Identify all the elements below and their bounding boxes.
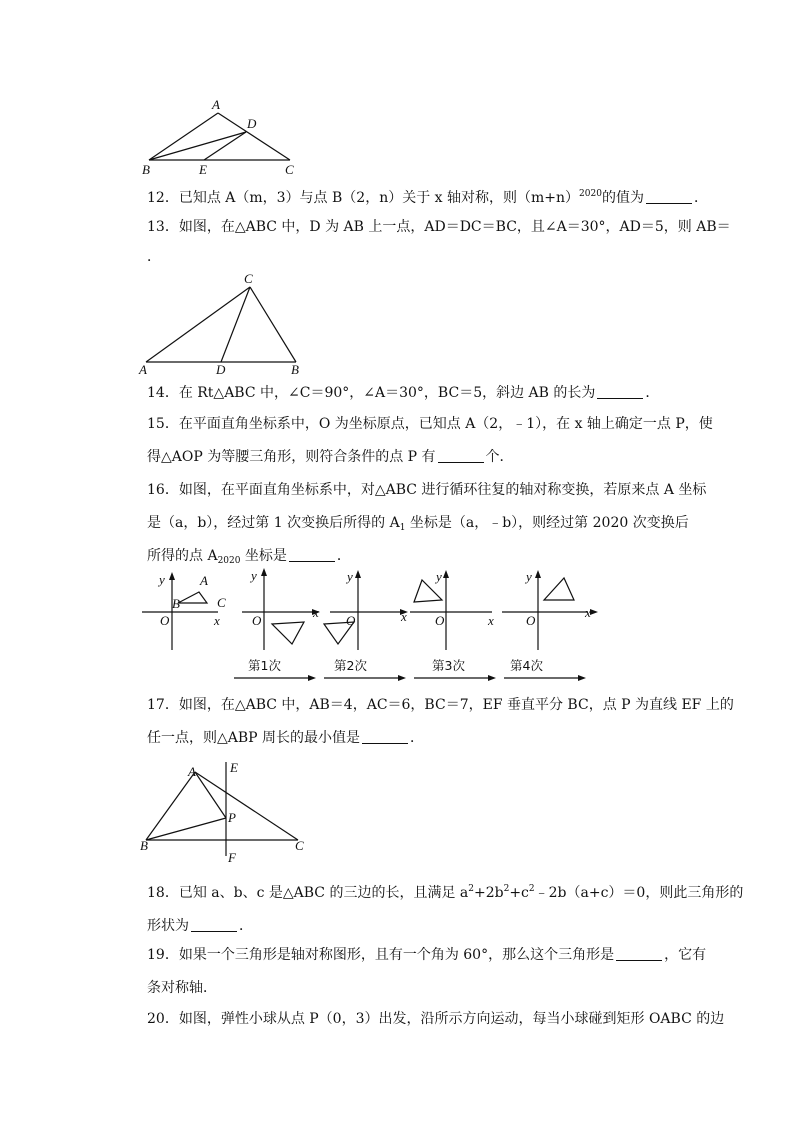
label-e: E — [230, 760, 238, 775]
svg-text:O: O — [252, 613, 262, 628]
svg-text:y: y — [251, 568, 257, 583]
question-20: 20．如图，弹性小球从点 P（0，3）出发，沿所示方向运动，每当小球碰到矩形 OABC 的边 — [147, 1011, 725, 1027]
step-4-label: 第4次 — [510, 658, 543, 673]
label-p: P — [228, 810, 236, 825]
svg-text:x: x — [488, 613, 494, 628]
answer-blank[interactable] — [646, 189, 692, 204]
triangle-abc-diagram — [140, 96, 310, 178]
answer-blank[interactable] — [362, 729, 408, 744]
svg-text:O: O — [160, 613, 170, 628]
question-16: 16．如图，在平面直角坐标系中，对△ABC 进行循环往复的轴对称变换，若原来点 A 坐标 是（a，b），经过第 1 次变换后所得的 $A_1$ 坐标是（a，﹣b），则经过第 2020 次变换后 所得的点 $A_{2020}$ 坐标是 ． — [147, 482, 707, 566]
svg-text:C: C — [217, 595, 226, 610]
label-c: C — [244, 271, 253, 286]
step-1-label: 第1次 — [248, 658, 281, 673]
label-a: A — [139, 362, 147, 377]
figure-q11 — [140, 96, 310, 178]
label-c: C — [285, 162, 294, 177]
perpendicular-bisector-diagram — [138, 758, 318, 866]
question-17: 17．如图，在△ABC 中，AB＝4，AC＝6，BC＝7，EF 垂直平分 BC，点 P 为直线 EF 上的 任一点，则△ABP 周长的最小值是 ． — [147, 697, 734, 746]
question-18: 18．已知 a、b、c 是△ABC 的三边的长，且满足 $a^2+2b^2+c^2﹣2b(a+c)=0$，则此三角形的 形状为 ． — [147, 884, 744, 934]
svg-text:y: y — [436, 569, 442, 584]
axis-reflection-sequence — [138, 568, 608, 688]
figure-q13 — [138, 270, 308, 378]
svg-text:O: O — [435, 613, 445, 628]
figure-q17 — [138, 758, 318, 866]
svg-text:y: y — [526, 569, 532, 584]
label-e: E — [199, 162, 207, 177]
svg-text:y: y — [159, 572, 165, 587]
label-b: B — [291, 362, 299, 377]
svg-text:O: O — [526, 613, 536, 628]
answer-blank[interactable] — [191, 917, 237, 932]
figure-q16 — [138, 568, 608, 688]
svg-text:O: O — [346, 613, 356, 628]
answer-blank[interactable] — [616, 946, 662, 961]
label-d: D — [216, 362, 226, 377]
label-b: B — [140, 838, 148, 853]
label-a: A — [212, 97, 220, 112]
label-a: A — [188, 764, 196, 779]
svg-text:x: x — [401, 609, 407, 624]
question-12: 12．已知点 A（m，3）与点 B（2，n）关于 x 轴对称，则$(m+n)^{2020}$的值为 ． — [147, 189, 708, 206]
step-3-label: 第3次 — [432, 658, 465, 673]
question-13: 13．如图，在△ABC 中，D 为 AB 上一点，AD＝DC＝BC，且∠A＝30°，AD＝5，则 AB＝ ． — [147, 219, 731, 265]
triangle-adc-diagram — [138, 270, 308, 378]
step-2-label: 第2次 — [334, 658, 367, 673]
answer-blank[interactable] — [438, 448, 484, 463]
question-19: 19．如果一个三角形是轴对称图形，且有一个角为 60°，那么这个三角形是 ，它有 条对称轴． — [147, 947, 707, 996]
svg-text:B: B — [172, 596, 180, 611]
answer-blank[interactable] — [289, 547, 335, 562]
question-14: 14．在 Rt△ABC 中，∠C＝90°，∠A＝30°，BC＝5，斜边 AB 的长为 ． — [147, 385, 660, 401]
label-f: F — [228, 850, 236, 865]
svg-text:y: y — [347, 569, 353, 584]
svg-text:x: x — [313, 605, 319, 620]
question-15: 15．在平面直角坐标系中，O 为坐标原点，已知点 A（2，﹣1），在 x 轴上确定一点 P，使 得△AOP 为等腰三角形，则符合条件的点 P 有 个． — [147, 416, 713, 465]
svg-text:x: x — [585, 605, 591, 620]
answer-blank[interactable] — [597, 384, 643, 399]
label-c: C — [295, 838, 304, 853]
label-b: B — [142, 162, 150, 177]
svg-text:x: x — [214, 613, 220, 628]
label-d: D — [247, 116, 257, 131]
svg-text:A: A — [200, 573, 208, 588]
